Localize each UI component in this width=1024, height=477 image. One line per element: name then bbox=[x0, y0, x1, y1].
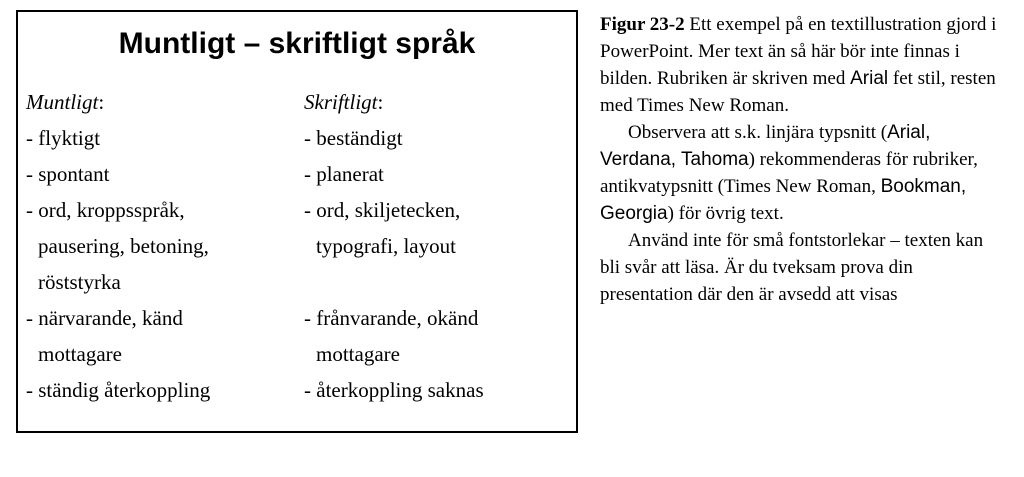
list-item: - ständig återkoppling bbox=[26, 378, 211, 402]
column-heading bbox=[26, 84, 296, 120]
list-item-continuation: mottagare bbox=[316, 342, 400, 366]
written-language-column bbox=[304, 84, 574, 408]
caption-font-sample: Bookman, Georgia bbox=[600, 176, 967, 224]
list-item: - planerat bbox=[304, 162, 384, 186]
caption-paragraph-3: Använd inte för små fontstorlekar – texten kan bli svår att läsa. Är du tveksam prova din presentation där den är avsedd att visas bbox=[600, 230, 984, 305]
figure-caption bbox=[600, 11, 1000, 308]
list-item: - beständigt bbox=[304, 126, 403, 150]
caption-paragraph-2 bbox=[600, 119, 1000, 227]
caption-text: ) rekommenderas för rubriker, antikvatypsnitt (Times New Roman, bbox=[600, 149, 978, 197]
list-item: - frånvarande, okänd bbox=[304, 306, 479, 330]
list-item: - spontant bbox=[26, 162, 110, 186]
caption-font-sample: Arial, Verdana, Tahoma bbox=[600, 122, 931, 170]
column-heading bbox=[304, 84, 574, 120]
slide-title: Muntligt – skriftligt språk bbox=[118, 27, 476, 60]
caption-text: ) för övrig text. bbox=[667, 203, 784, 224]
column-heading-colon: : bbox=[98, 90, 105, 114]
list-item: - ord, kroppsspråk, bbox=[26, 198, 185, 222]
list-item: - återkoppling saknas bbox=[304, 378, 484, 402]
list-item: - ord, skiljetecken, bbox=[304, 198, 461, 222]
caption-text: Ett exempel på en textillustration gjord i PowerPoint. Mer text än så här bör inte finnas i bilden. Rubriken är skriven med bbox=[600, 14, 997, 89]
oral-language-column bbox=[26, 84, 296, 408]
caption-font-sample: Arial bbox=[850, 68, 889, 89]
slide-frame bbox=[16, 10, 578, 433]
figure-label: Figur 23-2 bbox=[600, 14, 685, 35]
list-item-continuation: röststyrka bbox=[38, 270, 121, 294]
list-item-continuation: mottagare bbox=[38, 342, 122, 366]
column-heading-text: Skriftligt bbox=[304, 90, 378, 114]
list-spacer bbox=[304, 264, 574, 300]
caption-text: fet stil, resten med Times New Roman. bbox=[600, 68, 996, 116]
column-heading-text: Muntligt bbox=[26, 90, 99, 114]
caption-text: Observera att s.k. linjära typsnitt ( bbox=[628, 122, 888, 143]
list-item: - närvarande, känd bbox=[26, 306, 183, 330]
list-item-continuation: typografi, layout bbox=[316, 234, 456, 258]
caption-paragraph-1 bbox=[600, 11, 1000, 119]
column-heading-colon: : bbox=[377, 90, 384, 114]
list-item: - flyktigt bbox=[26, 126, 101, 150]
list-item-continuation: pausering, betoning, bbox=[38, 234, 209, 258]
